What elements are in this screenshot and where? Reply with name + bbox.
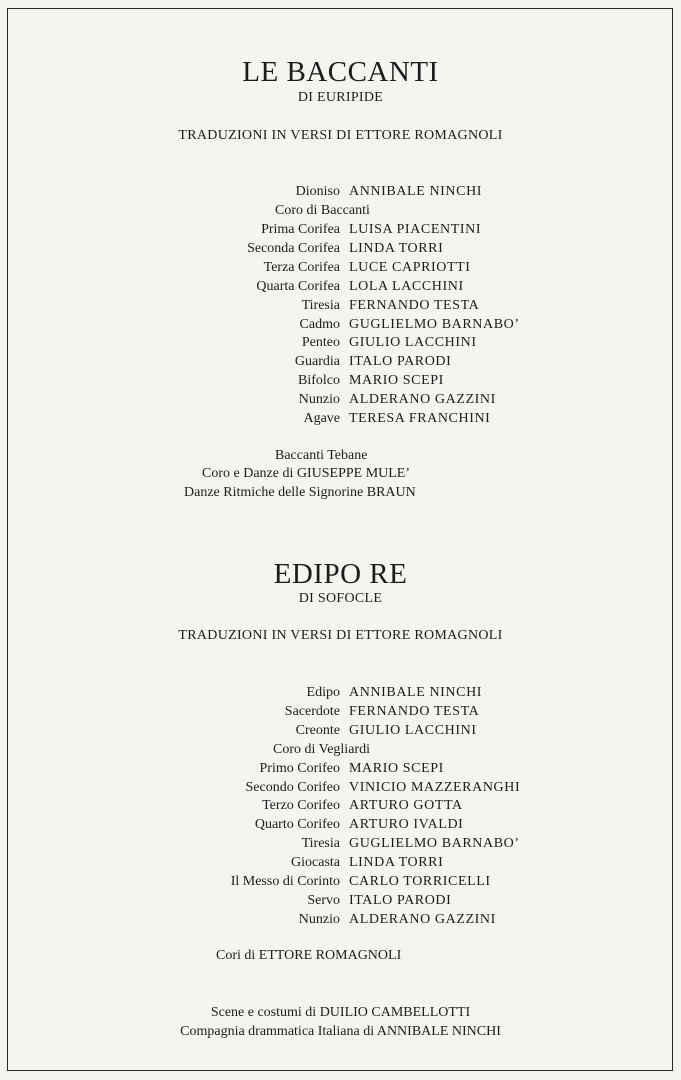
actor-name: ALDERANO GAZZINI <box>349 392 496 407</box>
scenes-credit: Scene e costumi di DUILIO CAMBELLOTTI <box>210 1005 471 1020</box>
play-author: DI SOFOCLE <box>298 591 383 606</box>
actor-name: ITALO PARODI <box>349 354 452 369</box>
role-name: Prima Corifea <box>261 222 340 237</box>
role-name: Seconda Corifea <box>247 241 340 256</box>
actor-name: FERNANDO TESTA <box>349 704 480 719</box>
play-author: DI EURIPIDE <box>297 90 384 105</box>
actor-name: GIULIO LACCHINI <box>349 723 477 738</box>
actor-name: ARTURO IVALDI <box>349 817 464 832</box>
note-line: Coro e Danze di GIUSEPPE MULE’ <box>202 466 411 481</box>
actor-name: LUISA PIACENTINI <box>349 222 482 237</box>
role-name: Terzo Corifeo <box>262 798 340 813</box>
role-name: Quarta Corifea <box>256 279 340 294</box>
actor-name: TERESA FRANCHINI <box>349 411 491 426</box>
role-name: Terza Corifea <box>263 260 340 275</box>
note-line: Danze Ritmiche delle Signorine BRAUN <box>184 485 416 500</box>
role-name: Il Messo di Corinto <box>230 874 340 889</box>
role-name: Giocasta <box>291 855 340 870</box>
role-name: Secondo Corifeo <box>245 780 340 795</box>
note-line: Baccanti Tebane <box>275 448 368 463</box>
role-name: Creonte <box>295 723 340 738</box>
role-name: Sacerdote <box>284 704 340 719</box>
actor-name: ANNIBALE NINCHI <box>349 685 483 700</box>
role-name: Guardia <box>294 354 340 369</box>
actor-name: ANNIBALE NINCHI <box>349 184 483 199</box>
actor-name: ALDERANO GAZZINI <box>349 912 496 927</box>
role-name: Nunzio <box>298 912 340 927</box>
actor-name: CARLO TORRICELLI <box>349 874 491 889</box>
actor-name: ITALO PARODI <box>349 893 452 908</box>
actor-name: GIULIO LACCHINI <box>349 335 477 350</box>
translation-credit: TRADUZIONI IN VERSI DI ETTORE ROMAGNOLI <box>178 628 503 643</box>
actor-name: LINDA TORRI <box>349 241 444 256</box>
role-name: Tiresia <box>301 836 340 851</box>
role-name: Penteo <box>301 335 340 350</box>
role-name: Nunzio <box>298 392 340 407</box>
role-name: Primo Corifeo <box>259 761 340 776</box>
actor-name: LUCE CAPRIOTTI <box>349 260 471 275</box>
actor-name: MARIO SCEPI <box>349 373 444 388</box>
actor-name: LINDA TORRI <box>349 855 444 870</box>
page-border <box>7 8 673 1071</box>
chorus-label: Coro di Vegliardi <box>273 742 370 757</box>
role-name: Cadmo <box>299 317 340 332</box>
role-name: Edipo <box>306 685 340 700</box>
note-line: Cori di ETTORE ROMAGNOLI <box>216 948 402 963</box>
play-title: LE BACCANTI <box>242 56 439 88</box>
role-name: Tiresia <box>301 298 340 313</box>
role-name: Dioniso <box>295 184 340 199</box>
role-name: Quarto Corifeo <box>254 817 340 832</box>
role-name: Servo <box>307 893 340 908</box>
actor-name: ARTURO GOTTA <box>349 798 463 813</box>
actor-name: GUGLIELMO BARNABO’ <box>349 317 520 332</box>
role-name: Agave <box>303 411 340 426</box>
play-title: EDIPO RE <box>273 558 408 590</box>
company-credit: Compagnia drammatica Italiana di ANNIBALE NINCHI <box>180 1024 501 1039</box>
actor-name: MARIO SCEPI <box>349 761 444 776</box>
translation-credit: TRADUZIONI IN VERSI DI ETTORE ROMAGNOLI <box>178 128 503 143</box>
actor-name: VINICIO MAZZERANGHI <box>349 780 521 795</box>
actor-name: GUGLIELMO BARNABO’ <box>349 836 520 851</box>
role-name: Bifolco <box>298 373 340 388</box>
chorus-label: Coro di Baccanti <box>275 203 370 218</box>
actor-name: LOLA LACCHINI <box>349 279 464 294</box>
actor-name: FERNANDO TESTA <box>349 298 480 313</box>
